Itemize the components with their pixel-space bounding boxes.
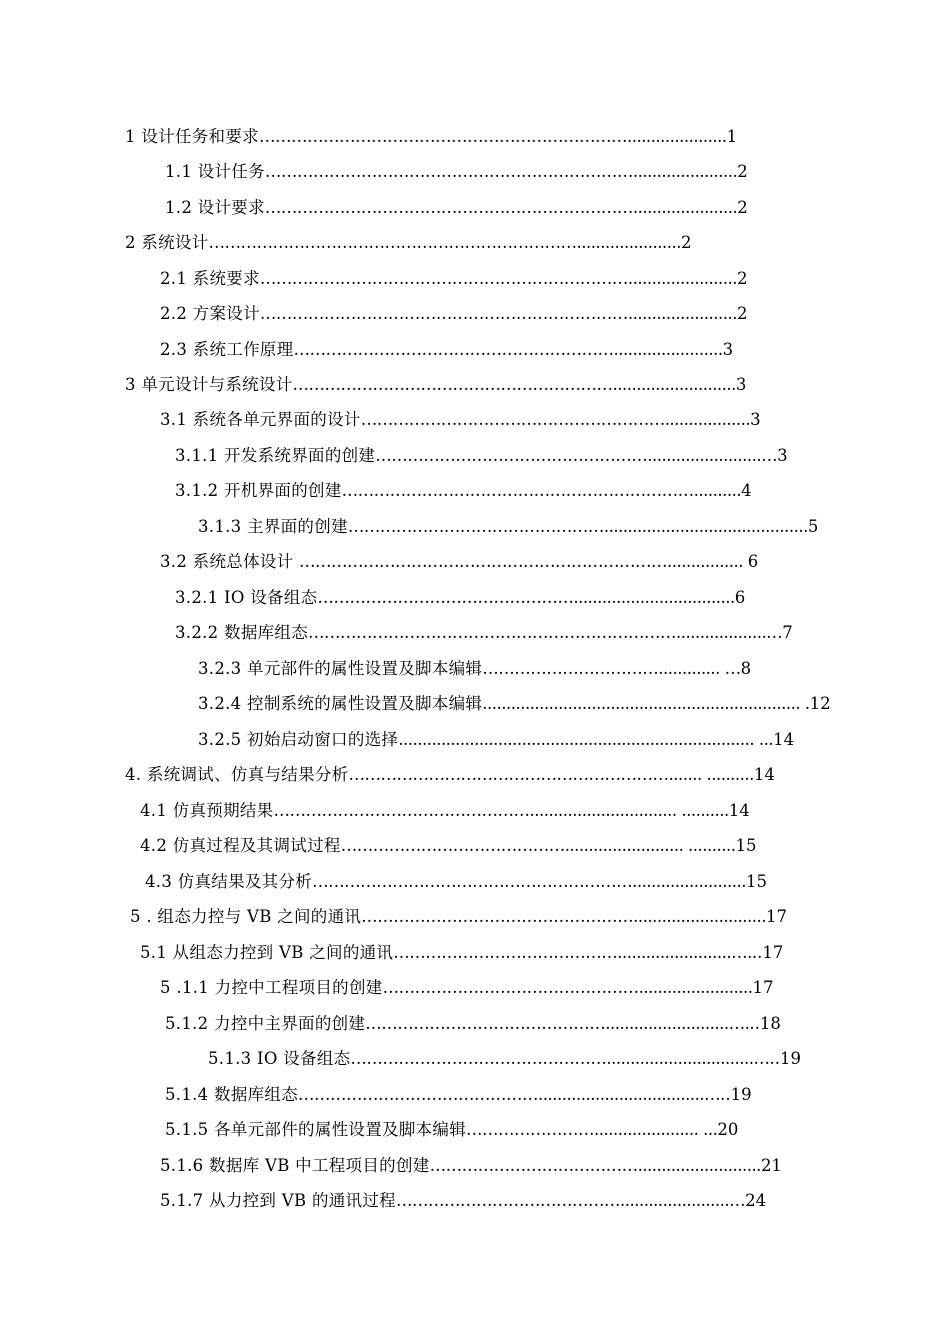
toc-entry-leader-trail: ........................…. [617,943,752,962]
toc-entry-page-number: 15 [735,836,757,855]
toc-entry-page-number: 3 [722,340,734,359]
toc-entry-title: 3.2.5 初始启动窗口的选择 [198,730,399,749]
toc-entry-leader-trail: ......................... .......... [564,836,736,855]
toc-entry-3[interactable] [125,372,805,398]
toc-entry-page-number: 2 [737,269,748,288]
toc-entry-1-2[interactable] [165,195,815,221]
toc-entry-leader: ………………………………………………………… [341,481,694,500]
toc-entry-title: 1.1 设计任务 [165,162,265,181]
toc-entry-leader-trail: ....... .......... [668,765,754,784]
toc-entry-title: 5.1.2 力控中主界面的创建 [165,1014,366,1033]
toc-entry-page-number: 21 [760,1156,782,1175]
toc-entry-4-2[interactable] [140,833,820,859]
toc-entry-title: 3 单元设计与系统设计 [125,375,293,394]
toc-entry-leader: ………………………………………………… [360,410,665,429]
toc-entry-leader: …………………………………… [395,1191,620,1210]
toc-entry-title: 1 设计任务和要求 [125,127,259,146]
toc-entry-title: 5 .1.1 力控中工程项目的创建 [160,978,383,997]
toc-entry-1-1[interactable] [165,159,815,185]
toc-entry-leader-trail: .......... [693,481,742,500]
toc-entry-title: 3.1.2 开机界面的创建 [175,481,342,500]
toc-entry-leader-trail: ............................ [633,907,767,926]
toc-entry-title: 5.1.4 数据库组态 [165,1085,299,1104]
toc-entry-leader-trail: ............. … [658,659,741,678]
toc-entry-2-2[interactable] [160,301,815,327]
toc-entry-leader: …………………… [466,1120,595,1139]
toc-entry-page-number: 17 [752,978,774,997]
toc-entry-leader-trail: ...............................… [606,1049,770,1068]
toc-entry-page-number: ..19 [769,1049,802,1068]
toc-entry-3-2-4[interactable] [198,691,838,717]
toc-entry-leader-trail: ........................… [647,446,778,465]
toc-entry-leader-trail: .......................… [619,1191,746,1210]
toc-entry-5-1-6[interactable] [160,1153,820,1179]
toc-entry-2-3[interactable] [160,337,815,363]
toc-entry-title: 5.1.5 各单元部件的属性设置及脚本编辑 [165,1120,467,1139]
toc-entry-leader-trail: ........................................... [603,517,808,536]
toc-entry-page-number: 2 [737,198,748,217]
toc-entry-page-number: 15 [745,872,767,891]
toc-entry-page-number: 24 [745,1191,767,1210]
toc-entry-leader: …………………………………………………………… [258,127,627,146]
toc-entry-page-number: 12 [809,694,831,713]
toc-entry-5-1-1[interactable] [160,975,820,1001]
toc-entry-page-number: ..17 [751,943,784,962]
toc-entry-5-1[interactable] [140,940,820,966]
toc-entry-title: 4.3 仿真结果及其分析 [145,872,313,891]
toc-entry-page-number: 2 [737,304,748,323]
toc-entry-title: 3.2.2 数据库组态 [175,623,309,642]
toc-entry-page-number: 8 [740,659,752,678]
toc-entry-5-1-7[interactable] [160,1188,820,1214]
toc-entry-leader: ………………………………………… [317,588,574,607]
toc-entry-page-number: ..19 [720,1085,752,1104]
toc-entry-leader: …………………………………………………… [312,872,633,891]
toc-entry-leader-trail: ...................… [676,623,783,642]
toc-entry-4[interactable] [125,762,825,788]
toc-entry-title: 5.1.3 IO 设备组态 [208,1049,351,1068]
toc-entry-title: 3.2.1 IO 设备组态 [175,588,318,607]
toc-entry-4-1[interactable] [140,798,820,824]
toc-entry-title: 2.1 系统要求 [160,269,260,288]
toc-entry-title: 4.2 仿真过程及其调试过程 [140,836,341,855]
toc-entry-leader: …………………………………………………………… [259,269,628,288]
toc-entry-3-1[interactable] [160,407,815,433]
toc-entry-leader-trail: ........................ [632,872,746,891]
toc-entry-page-number: 14 [728,801,750,820]
toc-entry-5-1-5[interactable] [165,1117,825,1143]
toc-entry-title: 3.1.1 开发系统界面的创建 [175,446,376,465]
toc-entry-title: 3.1.3 主界面的创建 [198,517,348,536]
toc-entry-5-1-4[interactable] [165,1082,825,1108]
toc-entry-page-number: 7 [782,623,793,642]
toc-entry-page-number: 3 [735,375,747,394]
toc-entry-5[interactable] [130,904,830,930]
toc-entry-leader-trail: ...................... [632,198,738,217]
toc-entry-leader: …………………………………………………………… [208,233,577,252]
toc-entry-title: 2.2 方案设计 [160,304,260,323]
toc-entry-leader: ………………………………………… [273,801,530,820]
toc-entry-5-1-2[interactable] [165,1011,825,1037]
toc-entry-leader-trail: ...................................… [538,1085,721,1104]
toc-entry-leader-trail: ................ [667,552,748,571]
toc-entry-3-1-3[interactable] [198,514,838,540]
toc-entry-leader-trail: ....................... [627,304,738,323]
toc-entry-leader-trail: .......................... [612,375,736,394]
toc-entry-leader-trail: ..................... [626,127,727,146]
toc-entry-leader-trail: ...................... ... [594,1120,718,1139]
toc-entry-leader-trail: ...................... [632,162,738,181]
toc-entry-title: 5.1 从组态力控到 VB 之间的通讯 [140,943,394,962]
toc-entry-page-number: 6 [747,552,759,571]
toc-entry-3-2-5[interactable] [198,727,838,753]
toc-entry-2-1[interactable] [160,266,815,292]
toc-entry-3-2[interactable] [160,549,820,575]
toc-entry-page-number: 3 [750,410,761,429]
toc-entry-title: 3.1 系统各单元界面的设计 [160,410,361,429]
toc-entry-leader: …………………………………………………… [292,375,613,394]
toc-entry-page-number: 5 [807,517,819,536]
toc-entry-title: 3.2.3 单元部件的属性设置及脚本编辑 [198,659,483,678]
toc-entry-leader-trail: ....................... [627,269,738,288]
toc-entry-leader: ………………………………… [429,1156,638,1175]
toc-entry-leader: …………………………………………… [361,907,634,926]
toc-entry-title: 2 系统设计 [125,233,209,252]
toc-entry-leader-trail: ............................... .......... [529,801,729,820]
toc-entry-3-1-1[interactable] [175,443,815,469]
toc-entry-title: 2.3 系统工作原理 [160,340,294,359]
toc-entry-leader-trail: .................. [664,410,751,429]
toc-entry-title: 5 . 组态力控与 VB 之间的通讯 [130,907,362,926]
toc-entry-title: 3.2 系统总体设计 [160,552,300,571]
toc-entry-leader: ……………………………………… [365,1014,606,1033]
toc-entry-leader: ………………………………………… [382,978,639,997]
toc-entry-leader: …………………………………………………………… [264,162,633,181]
toc-entry-leader: ………………………………………… [347,517,604,536]
toc-entry-leader-trail: ..........................…. [605,1014,750,1033]
toc-entry-leader: ………………………………………… [350,1049,607,1068]
toc-entry-page-number: 2 [680,233,692,252]
toc-entry-leader: …………………………………………… [375,446,648,465]
toc-entry-5-1-3[interactable] [208,1046,848,1072]
toc-entry-1[interactable] [125,124,805,150]
toc-entry-leader: …………………………………… [393,943,618,962]
toc-entry-leader: …………………………………………………………… [299,552,668,571]
toc-entry-leader-trail: ...................... [576,233,681,252]
toc-entry-3-2-1[interactable] [175,585,815,611]
toc-entry-3-1-2[interactable] [175,478,815,504]
toc-entry-2[interactable] [125,230,805,256]
toc-entry-leader: ……………………………………… [298,1085,539,1104]
toc-entry-leader-trail: ........................................................................... ... [398,730,774,749]
toc-entry-page-number: 1 [726,127,738,146]
toc-entry-title: 4.1 仿真预期结果 [140,801,274,820]
toc-entry-title: 5.1.6 数据库 VB 中工程项目的创建 [160,1156,430,1175]
toc-entry-leader: …………………………………………………………… [264,198,633,217]
toc-entry-title: 5.1.7 从力控到 VB 的通讯过程 [160,1191,396,1210]
toc-entry-3-2-3[interactable] [198,656,838,682]
toc-entry-leader: …………………………………………………………… [308,623,677,642]
toc-entry-leader-trail: .......................... [637,1156,761,1175]
toc-entry-page-number: 2 [737,162,748,181]
toc-entry-leader: …………………………………………………… [293,340,614,359]
toc-entry-leader: …………………………………………………… [348,765,669,784]
toc-entry-title: 4. 系统调试、仿真与结果分析 [125,765,349,784]
toc-entry-3-2-2[interactable] [175,620,815,646]
toc-entry-title: 3.2.4 控制系统的属性设置及脚本编辑 [198,694,483,713]
toc-entry-page-number: 6 [734,588,746,607]
toc-entry-4-3[interactable] [145,869,820,895]
toc-entry-page-number: ..18 [749,1014,781,1033]
toc-entry-leader-trail: ....................... [613,340,723,359]
toc-entry-leader-trail: .................................. [573,588,735,607]
toc-entry-page-number: 3 [777,446,788,465]
toc-entry-page-number: 20 [717,1120,739,1139]
toc-entry-page-number: 14 [753,765,775,784]
toc-entry-leader: …………………………………… [340,836,565,855]
toc-entry-page-number: 14 [773,730,795,749]
toc-entry-leader-trail: ........................ [638,978,753,997]
toc-entry-page-number: 17 [766,907,788,926]
toc-entry-leader: …………………………………………………………… [259,304,628,323]
toc-entry-leader-trail: ................................................................... . [482,694,810,713]
toc-entry-title: 1.2 设计要求 [165,198,265,217]
toc-entry-page-number: 4 [741,481,752,500]
toc-entry-leader: …………………………… [482,659,659,678]
